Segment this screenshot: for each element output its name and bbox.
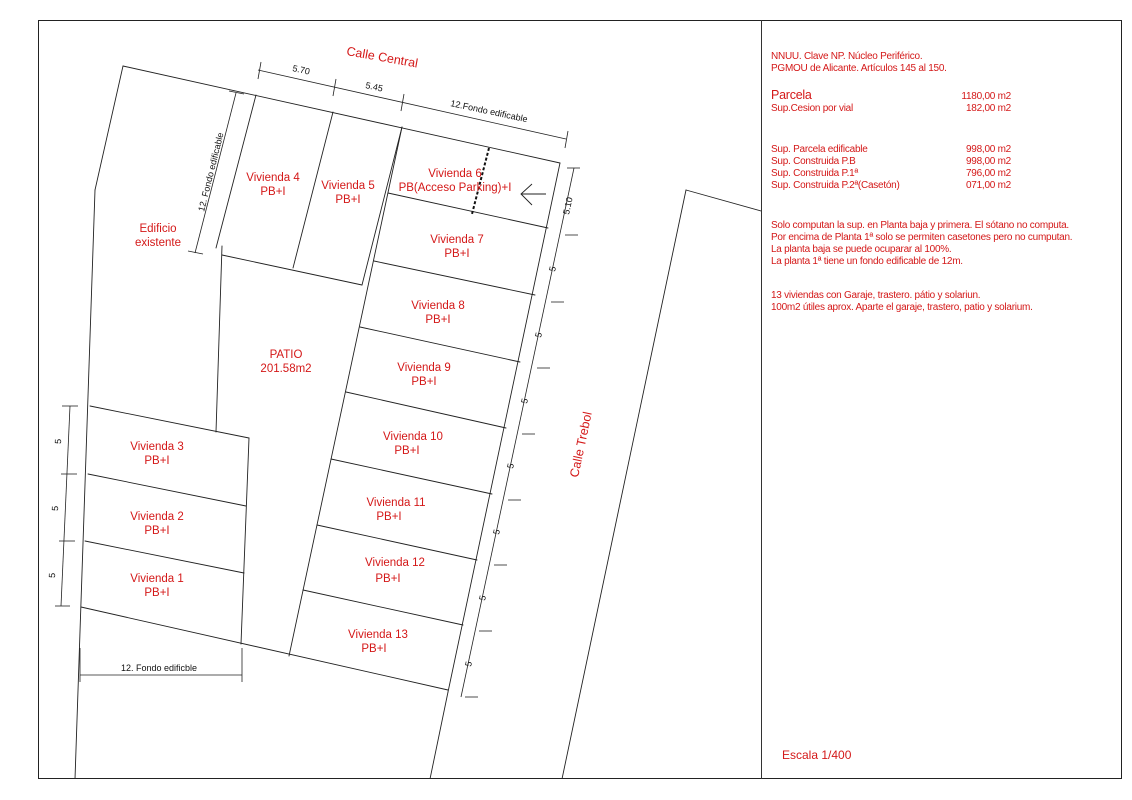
summary-line: 13 viviendas con Garaje, trastero. pátio y solariun. [771, 290, 981, 301]
left-boundary-lower [75, 190, 95, 779]
legend-header-line1: NNUU. Clave NP. Núcleo Periférico. [771, 51, 923, 62]
area-label: Sup. Parcela edificable [771, 144, 868, 155]
unit-9-type: PB+I [411, 376, 437, 388]
divider-7-8 [374, 261, 535, 295]
dim-left-depth: 12. Fondo edificable [196, 131, 226, 213]
unit-5-type: PB+I [335, 194, 361, 206]
area-value: 071,00 m2 [965, 180, 1011, 191]
scale-label: Escala 1/400 [782, 748, 852, 762]
divider-8-9 [360, 327, 520, 362]
cesion-label: Sup.Cesion por vial [771, 103, 853, 114]
bottom-boundary [81, 607, 448, 690]
site-plan [38, 20, 761, 779]
parcela-label: Parcela [771, 88, 812, 102]
left-boundary [95, 66, 123, 190]
left-block-right [241, 438, 249, 644]
legend-panel [761, 20, 1121, 779]
unit-1-type: PB+I [144, 587, 170, 599]
parcela-value: 1180,00 m2 [961, 91, 1011, 102]
area-value: 998,00 m2 [965, 144, 1011, 155]
unit-7-type: PB+I [444, 248, 470, 260]
patio-name: PATIO [269, 349, 303, 361]
area-label: Sup. Construida P.1ª [771, 168, 858, 179]
area-labels [135, 223, 312, 375]
dim-top-1: 5.70 [291, 63, 311, 77]
parking-access [472, 148, 546, 214]
dimension-lines [55, 62, 580, 697]
area-label: Sup. Construida P.B [771, 156, 856, 167]
unit-11-type: PB+I [376, 511, 402, 523]
units4-5-back [222, 255, 362, 285]
unit-9-name: Vivienda 9 [397, 362, 451, 374]
note-line: Por encima de Planta 1ª solo se permiten casetones pero no cumputan. [771, 232, 1073, 243]
dim-top-2: 5.45 [364, 80, 384, 94]
dim-left-3: 5 [53, 438, 64, 445]
left-block-top [90, 406, 249, 438]
divider-11-12 [317, 525, 477, 560]
cesion-value: 182,00 m2 [965, 103, 1011, 114]
dim-right-11: 5 [491, 528, 502, 536]
unit-3-name: Vivienda 3 [130, 441, 184, 453]
unit5-6-wall [362, 127, 402, 285]
unit-6-type: PB(Acceso Parking)+I [398, 182, 512, 194]
trebol-far-edge [686, 190, 761, 211]
unit-2-name: Vivienda 2 [130, 511, 184, 523]
dim-right-12: 5 [477, 594, 488, 602]
area-value: 796,00 m2 [965, 168, 1011, 179]
divider-12-13 [303, 590, 463, 625]
dim-bottom-depth: 12. Fondo edificble [121, 663, 198, 673]
dim-right-9: 5 [519, 397, 530, 405]
divider-10-11 [331, 459, 492, 494]
unit-13-name: Vivienda 13 [348, 629, 408, 641]
unit-2-type: PB+I [144, 525, 170, 537]
divider-3-2 [88, 474, 246, 506]
arrow-left-icon [521, 184, 546, 205]
street-central: Calle Central [345, 44, 420, 71]
unit-6-name: Vivienda 6 [428, 168, 482, 180]
dim-right-7: 5 [547, 265, 558, 273]
divider-6-7 [388, 193, 548, 228]
patio-area: 201.58m2 [260, 363, 312, 375]
street-trebol: Calle Trebol [567, 410, 595, 479]
divider-9-10 [346, 392, 506, 428]
dim-right-13: 5 [463, 660, 474, 668]
unit-13-type: PB+I [361, 643, 387, 655]
unit-3-type: PB+I [144, 455, 170, 467]
unit-8-name: Vivienda 8 [411, 300, 465, 312]
unit-12-type: PB+I [375, 573, 401, 585]
unit-4-type: PB+I [260, 186, 286, 198]
divider-2-1 [85, 541, 244, 573]
unit-10-type: PB+I [394, 445, 420, 457]
legend-header-line2: PGMOU de Alicante. Artículos 145 al 150. [771, 63, 947, 74]
summary-line: 100m2 útiles aprox. Aparte el garaje, trastero, patio y solarium. [771, 302, 1033, 313]
existing-building-line2: existente [134, 237, 182, 249]
existing-building-line1: Edificio [139, 223, 177, 235]
note-line: La planta 1ª tiene un fondo edificable de 12m. [771, 256, 963, 267]
unit-1-name: Vivienda 1 [130, 573, 184, 585]
unit-7-name: Vivienda 7 [430, 234, 484, 246]
note-line: Solo computan la sup. en Planta baja y primera. El sótano no computa. [771, 220, 1069, 231]
unit-8-type: PB+I [425, 314, 451, 326]
area-value: 998,00 m2 [965, 156, 1011, 167]
unit-4-name: Vivienda 4 [246, 172, 300, 184]
unit-11-name: Vivienda 11 [366, 497, 426, 509]
unit-12-name: Vivienda 12 [365, 557, 425, 569]
unit-10-name: Vivienda 10 [383, 431, 443, 443]
unit-labels [130, 168, 511, 655]
dim-right-10: 5 [505, 462, 516, 470]
dim-right-first: 5.10 [561, 196, 575, 216]
dim-right-8: 5 [533, 331, 544, 339]
area-label: Sup. Construida P.2ª(Casetón) [771, 180, 900, 191]
dim-top-depth: 12.Fondo edificable [449, 98, 529, 125]
right-block-outer-continuation [430, 692, 448, 779]
note-line: La planta baja se puede ocuparar al 100%. [771, 244, 952, 255]
trebol-far-edge-lower [562, 190, 686, 779]
dim-left-1: 5 [47, 572, 58, 579]
dim-left-2: 5 [50, 505, 61, 512]
existing-building-edge [216, 246, 222, 432]
unit-5-name: Vivienda 5 [321, 180, 375, 192]
